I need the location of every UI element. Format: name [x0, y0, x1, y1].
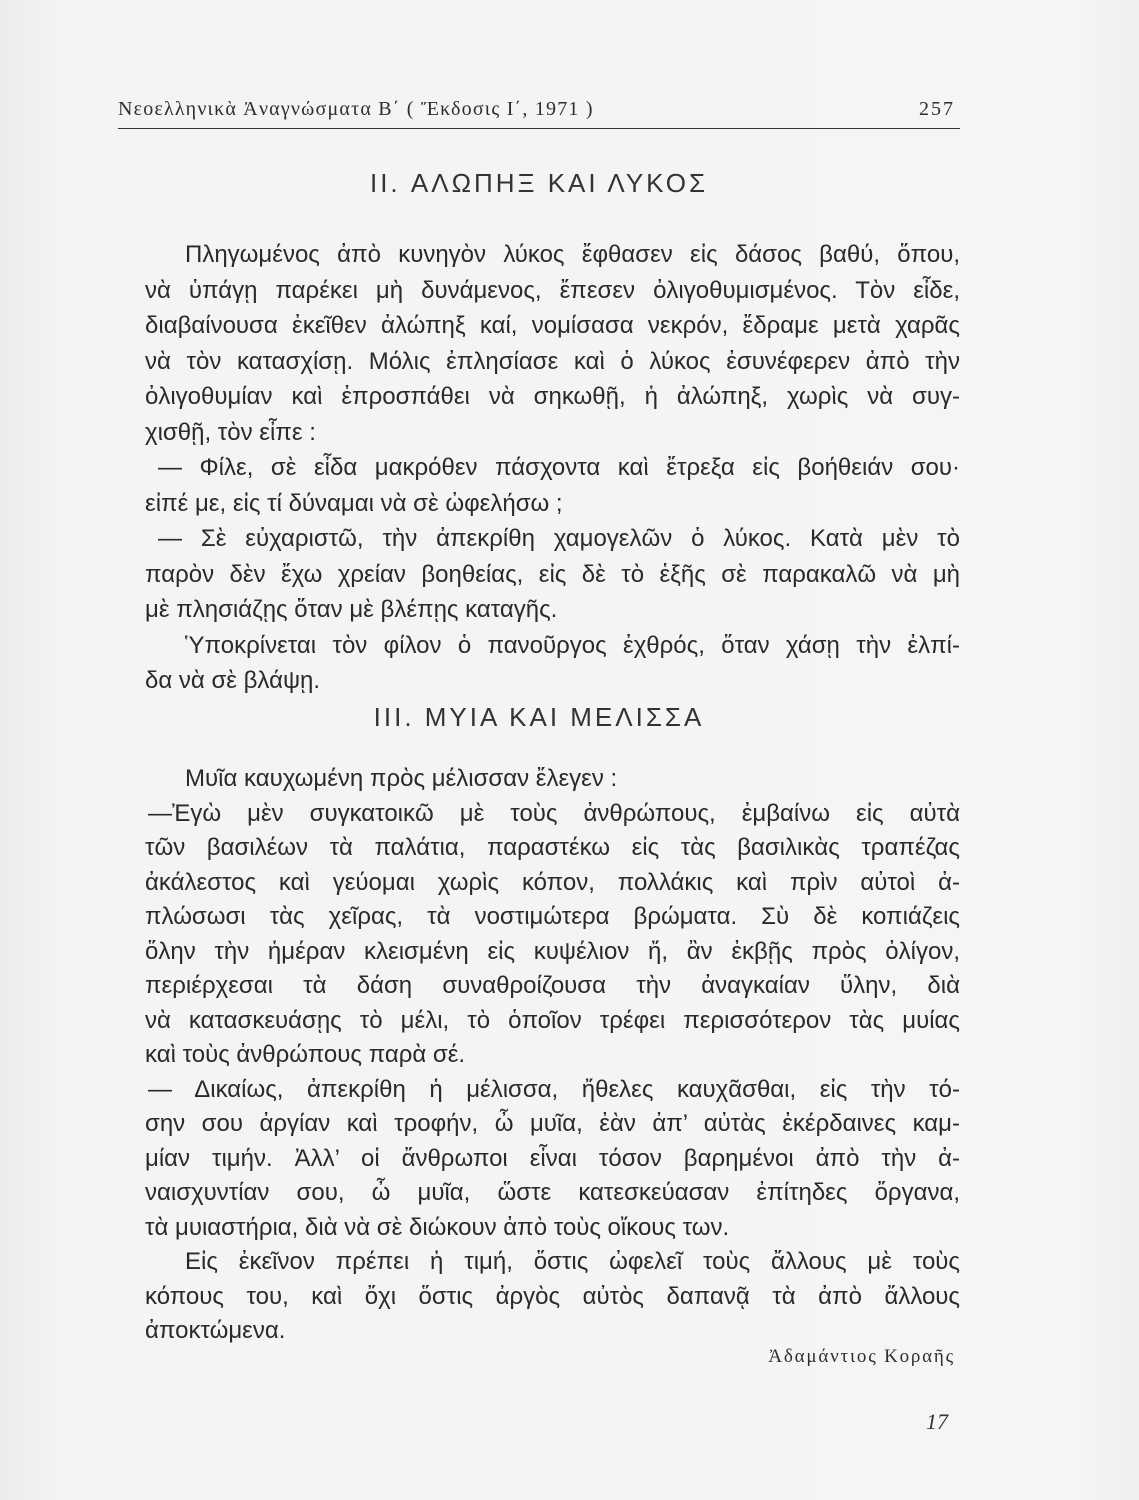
fable-title: III. ΜΥΙΑ ΚΑΙ ΜΕΛΙΣΣΑ	[373, 702, 705, 732]
text-line: μίαν τιμήν. Ἀλλ’ οἱ ἄνθρωποι εἶναι τόσον βαρημένοι ἀπὸ τὴν ἀ-	[145, 1144, 960, 1172]
text-line: πλώσωσι τὰς χεῖρας, τὰ νοστιμώτερα βρώματα. Σὺ δὲ κοπιάζεις	[145, 903, 960, 930]
paragraph	[145, 237, 960, 450]
paragraph	[145, 521, 960, 628]
text-line: τὰ μυιαστήρια, διὰ νὰ σὲ διώκουν ἀπὸ τοὺς οἴκους των.	[145, 1213, 730, 1241]
text-line: νὰ κατασκευάσῃς τὸ μέλι, τὸ ὁποῖον τρέφει περισσότερον τὰς μυίας	[145, 1006, 960, 1034]
fable-text	[145, 237, 960, 699]
running-title: Νεοελληνικὰ Ἀναγνώσματα Β΄ ( Ἔκδοσις Ι΄, 1971 )	[118, 98, 594, 120]
text-line: χισθῇ, τὸν εἶπε :	[145, 418, 316, 446]
text-line: Μυῖα καυχωμένη πρὸς μέλισσαν ἔλεγεν :	[185, 765, 618, 792]
text-line: παρὸν δὲν ἔχω χρείαν βοηθείας, εἰς δὲ τὸ ἑξῆς σὲ παρακαλῶ νὰ μὴ	[145, 560, 960, 588]
text-line: κόπους του, καὶ ὄχι ὅστις ἀργὸς αὐτὸς δαπανᾷ τὰ ἀπὸ ἄλλους	[145, 1282, 960, 1310]
author-signature: Ἀδαμάντιος Κοραῆς	[768, 1346, 955, 1367]
text-line: — Σὲ εὐχαριστῶ, τὴν ἀπεκρίθη χαμογελῶν ὁ λύκος. Κατὰ μὲν τὸ	[158, 525, 960, 552]
page-header	[118, 96, 960, 122]
text-line: ἀκάλεστος καὶ γεύομαι χωρὶς κόπον, πολλάκις καὶ πρὶν αὐτοὶ ἀ-	[145, 868, 960, 896]
text-line: τῶν βασιλέων τὰ παλάτια, παραστέκω εἰς τὰς βασιλικὰς τραπέζας	[145, 834, 960, 861]
page-number: 257	[919, 98, 955, 120]
text-line: — Δικαίως, ἀπεκρίθη ἡ μέλισσα, ἤθελες καυχᾶσθαι, εἰς τὴν τό-	[148, 1075, 960, 1103]
text-line: καὶ τοὺς ἀνθρώπους παρὰ σέ.	[145, 1041, 466, 1068]
text-line: — Φίλε, σὲ εἶδα μακρόθεν πάσχοντα καὶ ἔτρεξα εἰς βοήθειάν σου·	[158, 454, 960, 481]
text-line: Ὑποκρίνεται τὸν φίλον ὁ πανοῦργος ἐχθρός, ὅταν χάσῃ τὴν ἐλπί-	[185, 631, 960, 659]
text-line: Πληγωμένος ἀπὸ κυνηγὸν λύκος ἔφθασεν εἰς δάσος βαθύ, ὅπου,	[185, 241, 960, 268]
paragraph	[145, 1245, 960, 1349]
text-line: —Ἐγὼ μὲν συγκατοικῶ μὲ τοὺς ἀνθρώπους, ἐμβαίνω εἰς αὐτὰ	[148, 799, 960, 827]
text-line: νὰ τὸν κατασχίσῃ. Μόλις ἐπλησίασε καὶ ὁ λύκος ἐσυνέφερεν ἀπὸ τὴν	[145, 347, 960, 375]
text-line: ἀποκτώμενα.	[145, 1317, 286, 1344]
text-line: εἰπέ με, εἰς τί δύναμαι νὰ σὲ ὠφελήσω ;	[145, 489, 563, 517]
paragraph	[145, 762, 960, 797]
signature-mark: 17	[926, 1409, 948, 1434]
paragraph	[145, 450, 960, 521]
text-line: ὀλιγοθυμίαν καὶ ἐπροσπάθει νὰ σηκωθῇ, ἡ ἀλώπηξ, χωρὶς νὰ συγ-	[145, 383, 960, 410]
text-line: περιέρχεσαι τὰ δάση συναθροίζουσα τὴν ἀναγκαίαν ὕλην, διὰ	[145, 972, 960, 999]
text-line: διαβαίνουσα ἐκεῖθεν ἀλώπηξ καί, νομίσασα νεκρόν, ἔδραμε μετὰ χαρᾶς	[145, 312, 960, 339]
text-line: δα νὰ σὲ βλάψῃ.	[145, 667, 321, 694]
text-line: σην σου ἀργίαν καὶ τροφήν, ὦ μυῖα, ἐὰν ἀπ’ αὐτὰς ἐκέρδαινες καμ-	[145, 1110, 960, 1137]
text-line: ὅλην τὴν ἡμέραν κλεισμένη εἰς κυψέλιον ἤ, ἂν ἐκβῇς πρὸς ὀλίγον,	[145, 937, 960, 965]
fable-text	[145, 762, 960, 1349]
text-line: Εἰς ἐκεῖνον πρέπει ἡ τιμή, ὅστις ὠφελεῖ τοὺς ἄλλους μὲ τοὺς	[185, 1248, 960, 1275]
text-line: νὰ ὑπάγῃ παρέκει μὴ δυνάμενος, ἔπεσεν ὀλιγοθυμισμένος. Τὸν εἶδε,	[145, 276, 960, 304]
text-line: ναισχυντίαν σου, ὦ μυῖα, ὥστε κατεσκεύασαν ἐπίτηδες ὄργανα,	[145, 1179, 960, 1206]
text-line: μὲ πλησιάζῃς ὅταν μὲ βλέπῃς καταγῆς.	[145, 596, 558, 623]
fable-title: II. ΑΛΩΠΗΞ ΚΑΙ ΛΥΚΟΣ	[369, 168, 709, 198]
paragraph	[145, 797, 960, 1073]
paragraph	[145, 1073, 960, 1246]
header-rule	[118, 128, 960, 129]
paragraph	[145, 628, 960, 699]
